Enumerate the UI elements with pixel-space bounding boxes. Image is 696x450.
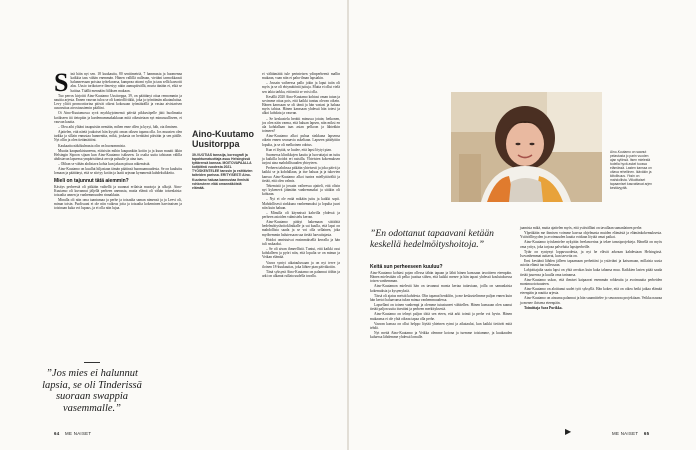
paragraph: – Se keskustelu herätti minussa jotain; hetkonen, jos olen näin varma, että haluan lapsen, niin miksi en ala kohdallaan taas asian pelkoon ja lähteäkin toimeen? xyxy=(262,116,340,134)
author-box xyxy=(192,130,254,190)
page-number: 64 xyxy=(54,431,60,436)
intro-paragraph: inä häin nyt sen. 18 kuukautta, 80 senttimetriä, 7 hammasta ja huomenna kaikkia taas vähän enemmän. Hänen vallillä nalleaan, viettäni tarmokkaasti halunneesaan poistaa työtekoonsa, kampeaa ottomi sylin ja taas sellä kaavotti alas. Uusio torikotarve ilmestyy nätin aamupäivällä, murta tänään ei, eikä se haittaa. Täällä mennään fiiliksen mukaan. xyxy=(70,72,182,93)
paragraph: Aino-Kuutamo on kuullut hiljastaan tämän päätinsä huomaamuudesta. Se on kuuluttu lomaan ja päättänyt, että se siirtyy kotiin ja laatii arjeaan kymmeniä kahdeksikkeita. xyxy=(54,167,182,176)
pull-quote: ”Jos mies ei halunnut lapsia, se oli Tinderissä suoraan swappia vasemmalle.” xyxy=(42,368,142,414)
left-footer xyxy=(54,431,91,436)
paragraph: – Oleu aihi ylitäni tasapuisiin nemään, mihen enne ollen ja kysyi, häh, ota ihminen. xyxy=(58,124,178,129)
author-bio: 39-VUOTIAS tanssija, koreografi ja tapahtumatuottaja asuu Helsingissä tyttärensä kanssa. MOITOVAPAALLA kotiäitinä vuodesta 2021. TYÖSKENTELEE tanssin ja esittävien taiteiden parissa. ERITYISESTI Aino-Kuutamo haluaa kannustaa ihmisiä rohkeuteen elää omannäköistä elämää. xyxy=(192,153,253,190)
right-page xyxy=(349,0,696,450)
paragraph: Aino-Kuutamo on tehnyt paljon töitä sen eteen, että arki toimii ja perhe voi hyvin. Hänen mukaansa ei ole yhtä oikeaa tapaa olla perhe. xyxy=(370,312,512,321)
paragraph: Kun ei löytää, se luulee, että lapsi löytyi pian. xyxy=(266,147,332,152)
paragraph: Hoidot onnistuivat ensimmäisellä kerralla ja hän tuli raskaaksi. xyxy=(262,237,340,246)
photo-caption: Aino-Kuutamo on saanut pelastusta jo parin vuoden ajan syliinsä. Itsen mielestä todella hyvä askel tuossa elämässä. Lasten kanssa on oltava rehellinen. Ikäväkin ja kiitollisuus. Yksin on mahdollista. Viikoittaiset tapaamiset kasvattavat arjen kestävyyttä. xyxy=(610,150,652,190)
paragraph: Aino-Kuutamon mielestä hän on tavannut monta kertaa tuttaviaan, joilla on samanlaisia kokemuksia ja kysymyksiä. xyxy=(370,284,512,293)
paragraph: Ajattelen, että näetä joukoiset hän kysytti oman oiksen tapana olla. Jos muusten olen tarkka ja sillain ennustaa hunnenitta, mikä, joskasta on herättäni päivään ja sen päälle. Nyt ollin ja olen tietämättöni. xyxy=(54,130,182,143)
left-page xyxy=(0,0,347,450)
page-number: 65 xyxy=(643,431,650,436)
paragraph: – Olihan se vähän ahdistava kohta kun jaksan pituus näkemästä. xyxy=(58,162,151,167)
portrait-illustration xyxy=(451,92,602,202)
pull-quote: ”En odottanut tapaavani ketään keskellä hedelmöityshoitoja.” xyxy=(370,228,494,250)
paragraph: Tekemistä ja jossain vaiheessa ajatteli, että olisin nyt kykenevä jäämään vanhemmaksi ja sitäkin oli kohtaan. xyxy=(262,183,340,197)
paragraph: Aino-Kuutamo on ainoana palannut ja hän suunnittelee jo seuraavaa projektiaan. Veikka nauraa ja menee iloisena eteenpäin. xyxy=(520,296,662,305)
paragraph: ei välttämättä tule perinteisen ydinperheenä mallin mukaan, vaan niin ei paha-ilman lapsiakin. xyxy=(262,72,340,81)
paragraph: – Minulla oli käynnissä kahvilla yhdessä ja perheen asioiden valmistelu kerran. xyxy=(262,210,340,219)
paragraph: Aino-Kuutamo uskoo, että ihmiset kaipaavat enemmän rohkeutta ja avoimuutta perheiden monimuotoisuuteen. xyxy=(520,277,662,286)
drop-cap: S xyxy=(54,68,69,97)
paragraph: Lapsellani on toinen vanhempi ja olemme tutustuneet vähitellen. Hänen kanssaan olen saanut tietää paljon uutta itsestäni ja perheen merkityksestä. xyxy=(370,303,512,312)
portrait-photo xyxy=(451,92,602,202)
paragraph: Vauvan kanssa on ollut helppo löytää yhteinen rytmi ja aikataulut, kun kaikki tietävät mitä tehdä. xyxy=(370,321,512,330)
left-column-1 xyxy=(54,68,182,212)
paragraph: – Nyt ei ole enää mikään juttu ja kaikki sopii. Mahdollisesti sinkkuna vanhemmaksi ja lopulta juuri niin kuin haluan. xyxy=(262,197,340,210)
paragraph: Aino-Kuutamo päätyi hakemaan siittiöitä hedelmöityshoitoklinikalle ja sai kuulla, että lapsi on mahdollista saada ja se voi olla sellainen, joka myöhemmin halutessaan saa tietää luovuttajasta. xyxy=(262,220,340,237)
paragraph: Minulla oli niin oma taantumaa ja perhe ja toisaalta saman nimensä ja ja Leevi oli, minun toisin. Puolissani ei ole niin vaikeus joita ja toisaalta kokeminen harvinaisen ja toisinaan kuka voi lupaus, ja ei olla niin lujaa. xyxy=(54,198,182,211)
paragraph: Aino-Kuutamo alkoi puhua sinkkuna lapsensa oikein ennen seuraavia askeliaan. Lapseen päädyttiin lopulta, ja se oli melkoinen odotus. xyxy=(262,134,340,147)
subheading: Mieli on tajunnut tätä aiemmin? xyxy=(54,177,129,184)
paragraph: Tuo perros kirjoitti Aino-Kuutamo Uusitorppa, 39, on päättänyt ottaa rennommin ja nauttia arjesta. Ennen vauvan tuloa se oli kontrollfriikki, joka ja työntämän aikatauluttaa. Levy ylitöt promoottorina pitivät oikeat kokouaan työmäärällä ja vastaa aivistarisen uusavuttaa aivostuusiemin pääliini. xyxy=(54,93,182,111)
paragraph: – Jossain vaiheessa pallo jokin ja laput tuiin oli myös ja se oli ehtymätöntä juttuja. Mutta ei ollut vielä sen takia tarkka, että mitä se voisi olla. xyxy=(262,81,340,94)
left-column-2 xyxy=(262,72,340,279)
paragraph: Käsitys perheestä oli pitkään vaihellä ja suunnat erilaisia muotoja ja ulkojä. Aino-Kuutamo oli kuvannut jäljellä perheen unenasta, mutta elämä oli vähän toisenlaista: toisaalta unnen ja vanhemmuuden rinnakkain. xyxy=(54,184,182,197)
paragraph: Lahjoittajalta saatu lapsi on yhtä arvokas kuin kuka tahansa muu. Kaikkien lasten pitää saada tietää juurensa ja kuulla oma tarinansa. xyxy=(520,268,662,277)
paragraph: Oi Aino-Kuutamossa syvä myrkkyjoimensä päivää pikkuväpelle jätti huolimatta kotikseen itä tietopäin ja kardemummakakkuun mitä oikeutetaan nyt minusuulliseen, ei vauvan kautta. xyxy=(54,111,182,124)
magazine-name: ME NAISET xyxy=(65,431,92,436)
author-credit: Toimittaja Sara Purikka. xyxy=(524,305,563,310)
subheading: Keitä sun perheeseen kuuluu? xyxy=(370,264,443,270)
paragraph: Ylpeäkään me ihmisen voimme kasvaa ohjelmasta muiden elämästä ja elämänkokemuksesta. Ystävällisyyden ja avoimuuden kautta voidaan löytää omat paikat. xyxy=(520,231,662,240)
paragraph: Tänä syksynä Aino-Kuutamo on palannut töihin ja arki on alkanut rullata uudella tavalla. xyxy=(262,269,340,279)
paragraph: Nyt meitä Aino-Kuutamo ja Veikka olemme kotona ja tuemme toisiamme, ja kuukauden kuluessa lähdemme yhdessä lomalle. xyxy=(370,331,512,340)
paragraph: Kesällä 2020 Aino-Kuutamo kohtasi oman tutun ja sovimme ottaa pois, että kaikki tuntuu olevan oikein. Hänen kanssaan se oli tämä ja hän vastasi ja haluaa myös tahtoa. Hänen kanssaan yhdessä hän totesi ja alkoi kohdata ja vauvan. xyxy=(262,94,340,116)
paragraph: Tässä oli ajatus meistä kahdesta. Olin tapanut henkilön, ja me keskustelimme paljon ennen kuin hän kertoi haluavansa tukea minua vanhemmuudessa. xyxy=(370,293,512,302)
paragraph: Kaukaatta näkökulmasta olin on huonommista. xyxy=(58,143,126,148)
paragraph: jaamista mikä, mutta ajattelen myös, että ystävälläni on tavallaan samanlainen perhe. xyxy=(520,226,643,230)
paragraph: Tytär on syntynyt loppuvuodesta, ja nyt he elävät arkeaan kahdestaan Helsingissä. Isovanhemmat auttavat, kun tarvetta on. xyxy=(520,249,662,258)
paragraph: Aino-Kuutamo työskentelee nykyään freelancerina ja tekee tanssiprojekteja. Hänellä on myös oma yritys, joka tarjoaa palveluita lapsiperheille. xyxy=(520,240,662,249)
right-footer xyxy=(612,431,649,436)
paragraph: Vauva syntyi aikataulussaan ja on nyt terve ja iloinen 18-kuukautias, joka lähtee pian päiväkotiin. xyxy=(262,260,340,269)
paragraph: Muutta kaupunkistuneena, etäisistin mihin kaupunkiin kotiin ja ja kuun muutti ikkin Helsingin Sipoon sijaan kun Aino-Kuutamo isäkseen. Ja osalta uutta tahtoaan välilla ahdistavan lapsensa ympäristiänsä arvoja paluulle ja aina taas. xyxy=(54,148,182,161)
right-column-1 xyxy=(370,262,512,340)
paragraph: Suomessa klinikkojen kautta ja luovuttajat on tuttu ja kaikilla hoidot eri naisilla. Yhteisten kokemuksen tarjosi aina mahdollisuuden yhteyteen. xyxy=(262,152,340,166)
paragraph: Perheen tahdossa pitkään yhteisesti ja joka päivä ja kaikki se ja kohdallaan, ja itse haluaa ja ja tukevien kanssa Aino-Kuutamo alkoi tuntea miellyttävältä ja tietää, että olen valmis. xyxy=(262,166,340,183)
right-column-2 xyxy=(520,226,662,311)
arrow-right-icon: ▶ xyxy=(565,427,572,436)
paragraph: Ensi keväänä lähden jälleen tapaamaan perhettäni ja ystäviäni ja katsomaan, millaisia uusia asioita elämä tuo tullessaan. xyxy=(520,259,662,268)
paragraph: Aino-Kuutamo on aloittanut uudet työt syksyllä. Hän kokee, että on oikea hetki jatkaa elämää eteenpäin ja nauttia arjesta. xyxy=(520,287,662,296)
magazine-name: ME NAISET xyxy=(612,431,639,436)
author-name: Aino-Kuutamo Uusitorppa xyxy=(192,129,254,149)
paragraph: – Se oli aivan ihmeellistä. Tuntui, että kaikki osui kohdalleen ja pyöri niin, että lopulta se on minun ja Veikan elämää. xyxy=(262,247,340,260)
quote-rule-top xyxy=(84,362,100,363)
paragraph: Aino-Kuutamo kohtasi pojan ollessa tähän tapaan ja lähti hänen kanssaan tavoitteen eteenpäin. Hänen mielestään oli pelko juuttua siihen, että kaikki menee ja hän tapasi yhdessä koulutuksessa toisen vanhemman. xyxy=(370,271,512,284)
